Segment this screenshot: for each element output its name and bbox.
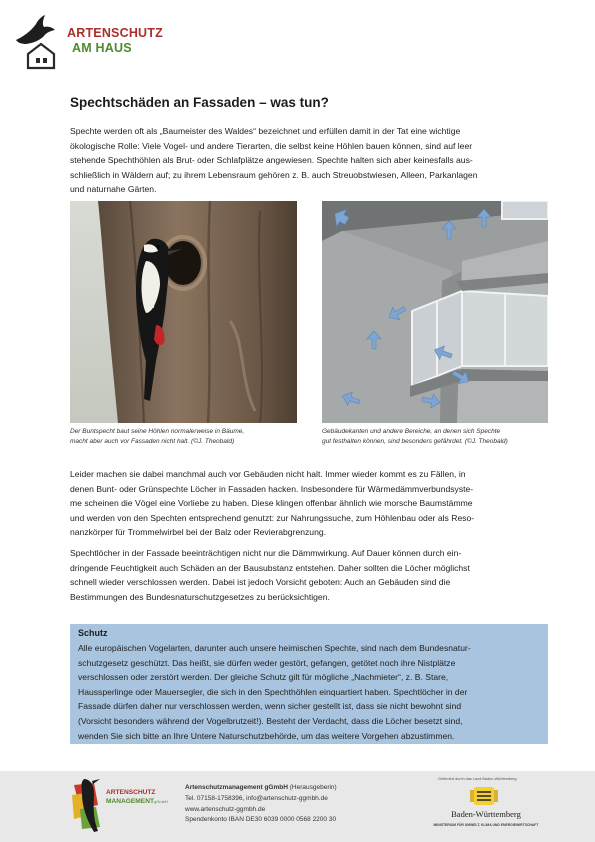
schutz-line: Haussperlinge oder Mauersegler, die sich in den Spechthöhlen einquartiert haben. Spechtlöcher in der bbox=[78, 686, 468, 697]
schutz-line: Fassade dürfen daher nur verschlossen werden, wenn sicher gestellt ist, dass sie nicht bewohnt sind bbox=[78, 701, 462, 712]
body-paragraph-2 bbox=[70, 467, 540, 540]
paragraph-line: Spechtlöcher in der Fassade beeinträchtigen nicht nur die Dämmwirkung. Auf Dauer können durch ein- bbox=[70, 548, 462, 558]
woodpecker-photo-caption bbox=[70, 427, 244, 447]
schutz-heading: Schutz bbox=[78, 628, 108, 638]
footer-website-link[interactable]: www.artenschutz-ggmbh.de bbox=[185, 805, 266, 813]
page-title: Spechtschäden an Fassaden – was tun? bbox=[70, 95, 329, 110]
footer-org-line bbox=[185, 783, 337, 794]
footer-logo-management: MANAGEMENT bbox=[106, 798, 154, 805]
footer-org-role: (Herausgeberin) bbox=[287, 784, 337, 791]
paragraph-line: Leider machen sie dabei manchmal auch vor Gebäuden nicht halt. Immer wieder kommt es zu Fällen, in bbox=[70, 469, 466, 479]
intro-line: stehende Spechthöhlen als Brut- oder Schlafplätze angewiesen. Spechte halten sich aber keinesfalls aus- bbox=[70, 155, 473, 166]
state-name: Baden-Württemberg bbox=[451, 809, 521, 819]
caption-line: macht aber auch vor Fassaden nicht halt. (©J. Theobald) bbox=[70, 438, 235, 445]
schutz-info-box bbox=[70, 624, 548, 744]
paragraph-line: denen Bunt- oder Grünspechte Löcher in Fassaden hacken. Insbesondere für Wärmedämmverbundsyste- bbox=[70, 483, 474, 494]
facade-photo-caption bbox=[322, 427, 508, 447]
paragraph-line: und werden von den Spechten entsprechend genutzt: zur Nahrungssuche, zum Höhlenbau oder als Reso- bbox=[70, 512, 475, 523]
footer-org-name: Artenschutzmanagement gGmbH bbox=[185, 784, 288, 791]
logo-text-artenschutz: ARTENSCHUTZ bbox=[67, 26, 163, 40]
bird-house-logo-icon bbox=[14, 14, 74, 72]
schutz-line: wenden Sie sich bitte an Ihre Untere Naturschutzbehörde, um das weitere Vorgehen abzustimmen. bbox=[78, 730, 455, 741]
intro-line: Spechte werden oft als „Baumeister des Waldes“ bezeichnet und erfüllen damit in der Tat eine wichtige bbox=[70, 126, 461, 136]
woodpecker-logo-icon bbox=[70, 775, 110, 833]
footer-logo bbox=[70, 775, 180, 833]
ministry-name: MINISTERIUM FÜR UMWELT, KLIMA UND ENERGIEWIRTSCHAFT bbox=[433, 823, 539, 827]
schutz-line: (Vorsicht besonders während der Vogelbrutzeit!). Besteht der Verdacht, dass die Löcher besetzt sind, bbox=[78, 715, 463, 726]
paragraph-line: Bestimmungen des Bundesnaturschutzgesetzes zu berücksichtigen. bbox=[70, 591, 330, 602]
caption-line: gut festhalten können, sind besonders gefährdet. (©J. Theobald) bbox=[322, 438, 508, 445]
intro-line: schließlich in Wäldern auf; zu ihrem Lebensraum gehören z. B. auch Streuobstwiesen, Alleen, Parkanlagen bbox=[70, 169, 478, 180]
footer-bank-line: Spendenkonto IBAN DE30 6039 0000 0568 2200 30 bbox=[185, 816, 337, 824]
paragraph-line: dringende Feuchtigkeit auch Schäden an der Bausubstanz entstehen. Daher sollten die Löcher möglichst bbox=[70, 562, 470, 573]
footer-contact-line: Tel. 07158-1758396, info@artenschutz-ggmbh.de bbox=[185, 794, 328, 802]
schutz-text bbox=[78, 641, 471, 743]
intro-line: ökologische Rolle: Viele Vogel- und andere Tierarten, die selbst keine Höhlen bauen können, sind auf leer bbox=[70, 140, 473, 151]
schutz-line: Alle europäischen Vogelarten, darunter auch unsere heimischen Spechte, sind nach dem Bundesnatur- bbox=[78, 643, 471, 653]
state-coat-of-arms-icon bbox=[470, 785, 498, 807]
logo-text-am-haus: AM HAUS bbox=[72, 41, 132, 55]
body-paragraph-3 bbox=[70, 546, 540, 604]
page-footer bbox=[0, 771, 595, 842]
funded-by-note: Gefördert durch das Land Baden-Württemberg bbox=[438, 777, 517, 781]
caption-line: Gebäudekanten und andere Bereiche, an denen sich Spechte bbox=[322, 428, 501, 435]
footer-contact-info bbox=[185, 783, 337, 826]
schutz-line: verschlossen oder zerstört werden. Der gleiche Schutz gilt für mögliche „Nachmieter“, z. B. Stare, bbox=[78, 672, 449, 683]
paragraph-line: me scheinen die Vögel eine Vorliebe zu haben. Diese klingen offenbar ähnlich wie morsche Baumstämme bbox=[70, 498, 473, 509]
footer-logo-suffix: gGmbH bbox=[154, 799, 168, 804]
woodpecker-photo bbox=[70, 201, 297, 423]
intro-line: und naturnahe Gärten. bbox=[70, 184, 157, 195]
intro-paragraph bbox=[70, 124, 540, 197]
paragraph-line: nanzkörper für Trommelwirbel bei der Balz oder Revierabgrenzung. bbox=[70, 527, 327, 538]
caption-line: Der Buntspecht baut seine Höhlen normalerweise in Bäume, bbox=[70, 428, 245, 435]
schutz-line: schutzgesetz geschützt. Das heißt, sie dürfen weder gestört, gefangen, getötet noch ihre Nistplätze bbox=[78, 657, 456, 668]
facade-photo bbox=[322, 201, 548, 423]
header-logo bbox=[14, 14, 163, 72]
footer-logo-text-management bbox=[106, 798, 168, 805]
footer-logo-text-artenschutz: ARTENSCHUTZ bbox=[106, 789, 156, 796]
paragraph-line: schnell wieder verschlossen werden. Dabei ist jedoch Vorsicht geboten: Auch an Gebäuden sind die bbox=[70, 577, 451, 588]
